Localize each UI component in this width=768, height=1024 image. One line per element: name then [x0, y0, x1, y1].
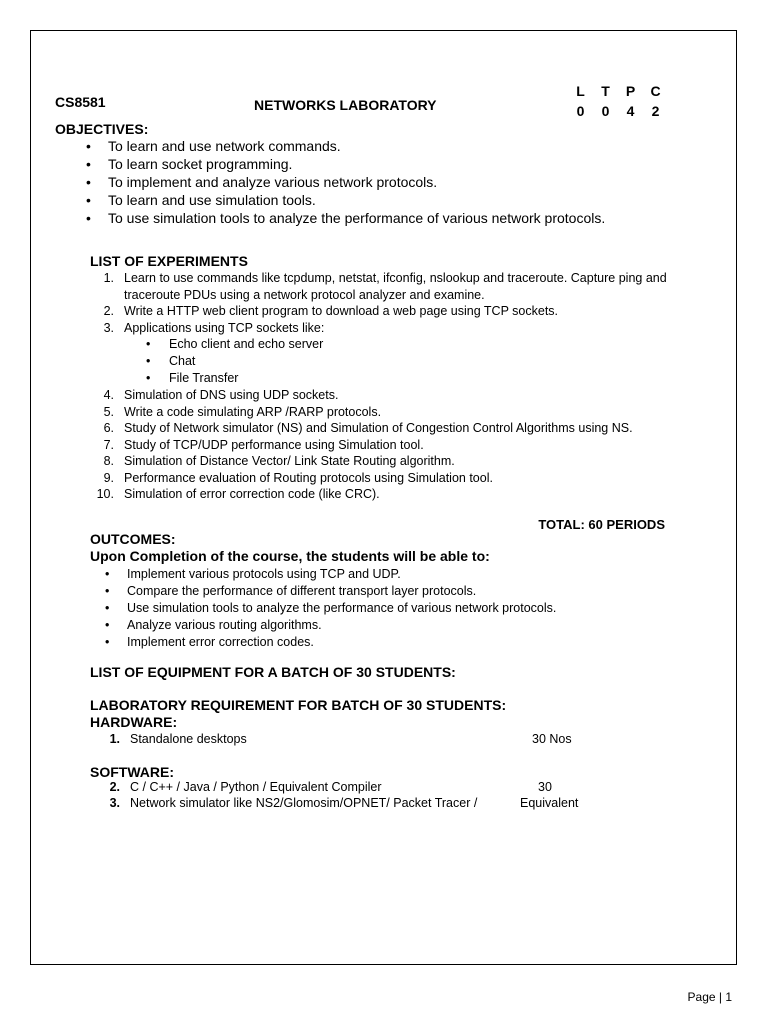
ltpc-values-row — [568, 103, 668, 123]
list-item: • Use simulation tools to analyze the performance of various network protocols. — [105, 601, 557, 615]
sub-list-item: • File Transfer — [146, 371, 239, 385]
ltpc-label-p: P — [625, 83, 636, 99]
equipment-heading: LIST OF EQUIPMENT FOR A BATCH OF 30 STUDENTS: — [90, 664, 456, 680]
list-item: • Implement various protocols using TCP and UDP. — [105, 567, 401, 581]
bullet-icon: • — [146, 354, 151, 368]
software-heading: SOFTWARE: — [90, 764, 174, 780]
list-item: • To learn and use network commands. — [86, 138, 341, 154]
bullet-icon: • — [146, 337, 151, 351]
bullet-icon: • — [86, 192, 91, 208]
list-item: 1. Learn to use commands like tcpdump, netstat, ifconfig, nslookup and traceroute. Capture ping and traceroute PDUs using a network protocol analyzer and examine. — [103, 271, 667, 302]
ltpc-grid — [568, 83, 668, 123]
bullet-icon: • — [86, 174, 91, 190]
ltpc-value-c: 2 — [651, 103, 660, 119]
list-item: 6. Study of Network simulator (NS) and Simulation of Congestion Control Algorithms using NS. — [103, 421, 633, 435]
ltpc-label-c: C — [650, 83, 661, 99]
ltpc-value-p: 4 — [626, 103, 635, 119]
lab-requirement-heading: LABORATORY REQUIREMENT FOR BATCH OF 30 STUDENTS: — [90, 697, 507, 713]
sub-list-item: • Chat — [146, 354, 196, 368]
experiments-heading: LIST OF EXPERIMENTS — [90, 253, 248, 269]
list-item: • Compare the performance of different transport layer protocols. — [105, 584, 477, 598]
ltpc-labels-row — [568, 83, 668, 103]
list-item: 10. Simulation of error correction code (like CRC). — [96, 487, 380, 501]
course-title: NETWORKS LABORATORY — [254, 97, 437, 113]
list-item: 5. Write a code simulating ARP /RARP protocols. — [103, 404, 382, 419]
ltpc-label-t: T — [601, 83, 610, 99]
outcomes-list — [105, 566, 556, 651]
list-item: • Implement error correction codes. — [105, 635, 314, 649]
ltpc-value-t: 0 — [601, 103, 610, 119]
software-row: 2. C / C++ / Java / Python / Equivalent Compiler 30 — [109, 780, 552, 794]
bullet-icon: • — [105, 635, 110, 649]
list-item: 9. Performance evaluation of Routing protocols using Simulation tool. — [103, 470, 493, 485]
list-item: 4. Simulation of DNS using UDP sockets. — [103, 388, 339, 402]
list-item: • Analyze various routing algorithms. — [105, 618, 322, 632]
list-item: • To learn and use simulation tools. — [86, 192, 316, 208]
outcomes-heading: OUTCOMES: — [90, 531, 176, 547]
list-item: 3. Applications using TCP sockets like: • Echo client and echo server • Chat • File Transfer — [90, 320, 670, 388]
bullet-icon: • — [86, 210, 91, 226]
sub-list — [124, 336, 670, 387]
bullet-icon: • — [86, 156, 91, 172]
hardware-heading: HARDWARE: — [90, 714, 178, 730]
ltpc-value-l: 0 — [576, 103, 585, 119]
sub-list-item: • Echo client and echo server — [146, 337, 324, 351]
list-item: 7. Study of TCP/UDP performance using Simulation tool. — [103, 437, 424, 452]
list-item: • To learn socket programming. — [86, 156, 293, 172]
list-item: 2. Write a HTTP web client program to download a web page using TCP sockets. — [103, 304, 559, 318]
bullet-icon: • — [86, 138, 91, 154]
total-periods: TOTAL: 60 PERIODS — [538, 517, 665, 532]
ltpc-label-l: L — [576, 83, 585, 99]
list-item: • To use simulation tools to analyze the performance of various network protocols. — [86, 210, 606, 226]
software-row: 3. Network simulator like NS2/Glomosim/OPNET/ Packet Tracer / Equivalent — [109, 796, 579, 810]
bullet-icon: • — [105, 567, 110, 581]
bullet-icon: • — [105, 618, 110, 632]
experiments-list — [90, 270, 670, 503]
course-code: CS8581 — [55, 94, 106, 110]
list-item: • To implement and analyze various network protocols. — [86, 174, 438, 190]
objectives-heading: OBJECTIVES: — [55, 121, 149, 137]
bullet-icon: • — [146, 371, 151, 385]
hardware-row: 1. Standalone desktops 30 Nos — [109, 732, 572, 746]
list-item: 8. Simulation of Distance Vector/ Link State Routing algorithm. — [103, 454, 455, 468]
page-number: Page | 1 — [687, 990, 732, 1004]
outcomes-intro: Upon Completion of the course, the students will be able to: — [90, 548, 490, 564]
objectives-list — [86, 137, 605, 227]
bullet-icon: • — [105, 601, 110, 615]
bullet-icon: • — [105, 584, 110, 598]
